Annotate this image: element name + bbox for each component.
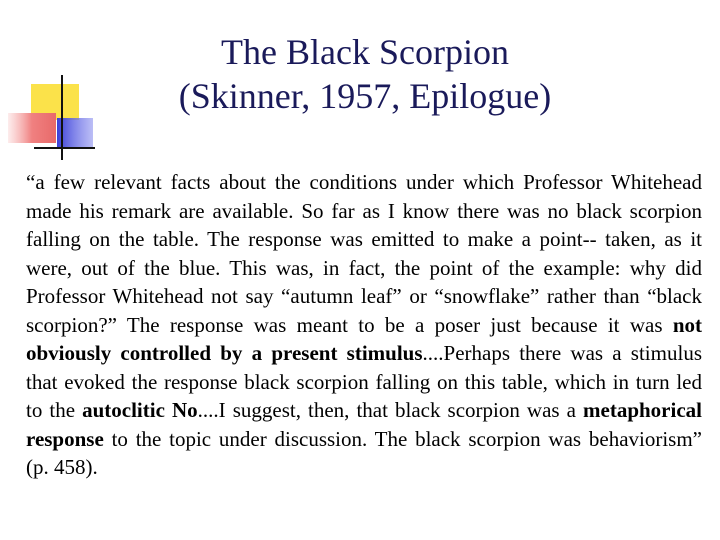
quote-bold-3: metaphorical response bbox=[26, 398, 702, 451]
title-line-1: The Black Scorpion bbox=[221, 32, 509, 72]
quote-text-1: “a few relevant facts about the conditions under which Professor Whitehead made his remark are available. So far as I know there was no black scorpion falling on the table. The response was emitted to make a point-- taken, as it were, out of the blue. This was, in fact, the point of the example: why did Professor Whitehead not say “autumn leaf” or “snowflake” rather than “black scorpion?” The response was meant to be a poser just because it was bbox=[26, 170, 702, 337]
quote-text-2: ....Perhaps there was a stimulus that evoked the response black scorpion falling on this table, which in turn led to the bbox=[26, 341, 702, 422]
red-square bbox=[8, 113, 56, 143]
quote-text-3: ....I suggest, then, that black scorpion was a bbox=[197, 398, 584, 422]
quote-paragraph bbox=[26, 168, 702, 482]
title-line-2: (Skinner, 1957, Epilogue) bbox=[178, 76, 552, 116]
decorative-squares bbox=[0, 0, 110, 170]
quote-bold-2: autoclitic No bbox=[82, 398, 198, 422]
quote-text-4: to the topic under discussion. The black scorpion was behaviorism” (p. 458). bbox=[26, 426, 702, 479]
slide-title bbox=[100, 30, 630, 118]
quote-bold-1: not obviously controlled by a present stimulus bbox=[26, 312, 702, 365]
